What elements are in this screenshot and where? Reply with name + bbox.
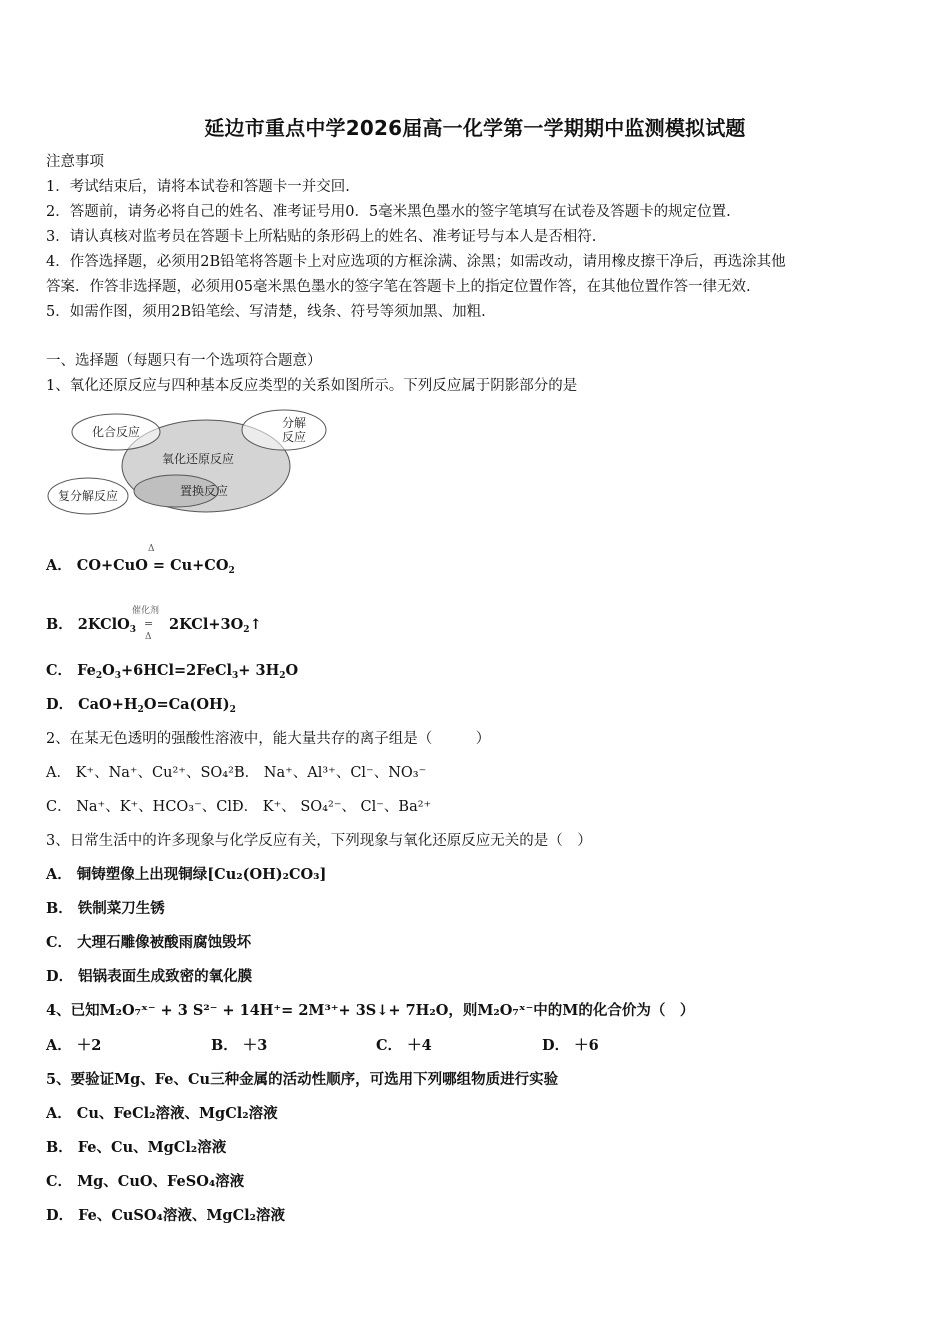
label-redox: 氧化还原反应: [161, 452, 235, 466]
q4-stem: 4、已知M₂O₇ˣ⁻ + 3 S²⁻ + 14H⁺= 2M³⁺+ 3S↓+ 7H₂O，则M₂O₇ˣ⁻中的M的化合价为（ ）: [46, 1002, 695, 1019]
q1-b-catalyst: 催化剂: [132, 606, 160, 616]
label-decomposition-1: 分解: [281, 416, 307, 430]
reaction-type-diagram: [46, 408, 336, 523]
notice-item-4: 4．作答选择题，必须用2B铅笔将答题卡上对应选项的方框涂满、涂黑；如需改动，请用橡皮擦干净后，再选涂其他: [46, 254, 786, 270]
q1-option-a: A． $CO+CuO = Cu+CO_2$: [46, 557, 235, 576]
q1-option-b-products: $2KCl+3O_2↑$: [169, 616, 262, 635]
page-title: 延边市重点中学2026届高一化学第一学期期中监测模拟试题: [204, 116, 746, 140]
q2-option-c: C． Na⁺、K⁺、HCO₃⁻、Cl⁻: [46, 799, 240, 815]
notice-item-4-cont: 答案．作答非选择题，必须用05毫米黑色墨水的签字笔在答题卡上的指定位置作答，在其他位置作答一律无效.: [46, 279, 751, 295]
q5-option-d: D． Fe、CuSO₄溶液、MgCl₂溶液: [46, 1207, 285, 1224]
notice-item-5: 5．如需作图，须用2B铅笔绘、写清楚，线条、符号等须加黑、加粗.: [46, 304, 486, 320]
label-double-decomposition: 复分解反应: [57, 489, 119, 503]
q5-option-c: C． Mg、CuO、FeSO₄溶液: [46, 1173, 245, 1190]
notice-item-3: 3．请认真核对监考员在答题卡上所粘贴的条形码上的姓名、准考证号与本人是否相符.: [46, 229, 597, 245]
q1-b-eq: =: [144, 617, 154, 630]
q2-option-b: B． Na⁺、Al³⁺、Cl⁻、NO₃⁻: [234, 765, 427, 781]
q1-option-b: B． 2KClO$_3$: [46, 616, 137, 635]
q4-option-d: D． ＋6: [542, 1037, 599, 1054]
q5-stem: 5、要验证Mg、Fe、Cu三种金属的活动性顺序，可选用下列哪组物质进行实验: [46, 1071, 559, 1088]
q3-option-c: C． 大理石雕像被酸雨腐蚀毁坏: [46, 934, 252, 951]
q4-option-c: C． ＋4: [376, 1037, 432, 1054]
q2-option-d: D． K⁺、 SO₄²⁻、 Cl⁻、Ba²⁺: [232, 799, 432, 815]
q3-option-d: D． 铝锅表面生成致密的氧化膜: [46, 968, 253, 985]
q4-option-b: B． ＋3: [211, 1037, 268, 1054]
q5-option-a: A． Cu、FeCl₂溶液、MgCl₂溶液: [46, 1105, 278, 1122]
q1-stem: 1、氧化还原反应与四种基本反应类型的关系如图所示。下列反应属于阴影部分的是: [46, 378, 578, 394]
q1-a-condition: Δ: [148, 544, 155, 554]
notice-item-2: 2．答题前，请务必将自己的姓名、准考证号用0．5毫米黑色墨水的签字笔填写在试卷及答题卡的规定位置.: [46, 204, 731, 220]
label-displacement: 置换反应: [179, 484, 229, 498]
q2-stem: 2、在某无色透明的强酸性溶液中，能大量共存的离子组是（ ）: [46, 731, 491, 747]
q3-option-a: A． 铜铸塑像上出现铜绿[Cu₂(OH)₂CO₃]: [46, 866, 327, 883]
q1-b-delta: Δ: [145, 632, 152, 642]
q4-option-a: A． ＋2: [46, 1037, 102, 1054]
q1-option-c: C． $Fe_2O_3+6HCl=2FeCl_3+ 3H_2O$: [46, 662, 299, 681]
section-heading: 一、选择题（每题只有一个选项符合题意）: [46, 353, 322, 369]
q1-option-d: D． $CaO+H_2O=Ca(OH)_2$: [46, 696, 236, 715]
notice-heading: 注意事项: [46, 154, 104, 170]
label-combination: 化合反应: [91, 425, 141, 439]
q3-option-b: B． 铁制菜刀生锈: [46, 900, 165, 917]
q2-option-a: A． K⁺、Na⁺、Cu²⁺、SO₄²⁻: [46, 765, 242, 781]
q5-option-b: B． Fe、Cu、MgCl₂溶液: [46, 1139, 227, 1156]
label-decomposition-2: 反应: [281, 430, 307, 444]
q3-stem: 3、日常生活中的许多现象与化学反应有关，下列现象与氧化还原反应无关的是（ ）: [46, 833, 592, 849]
notice-item-1: 1．考试结束后，请将本试卷和答题卡一并交回.: [46, 179, 350, 195]
